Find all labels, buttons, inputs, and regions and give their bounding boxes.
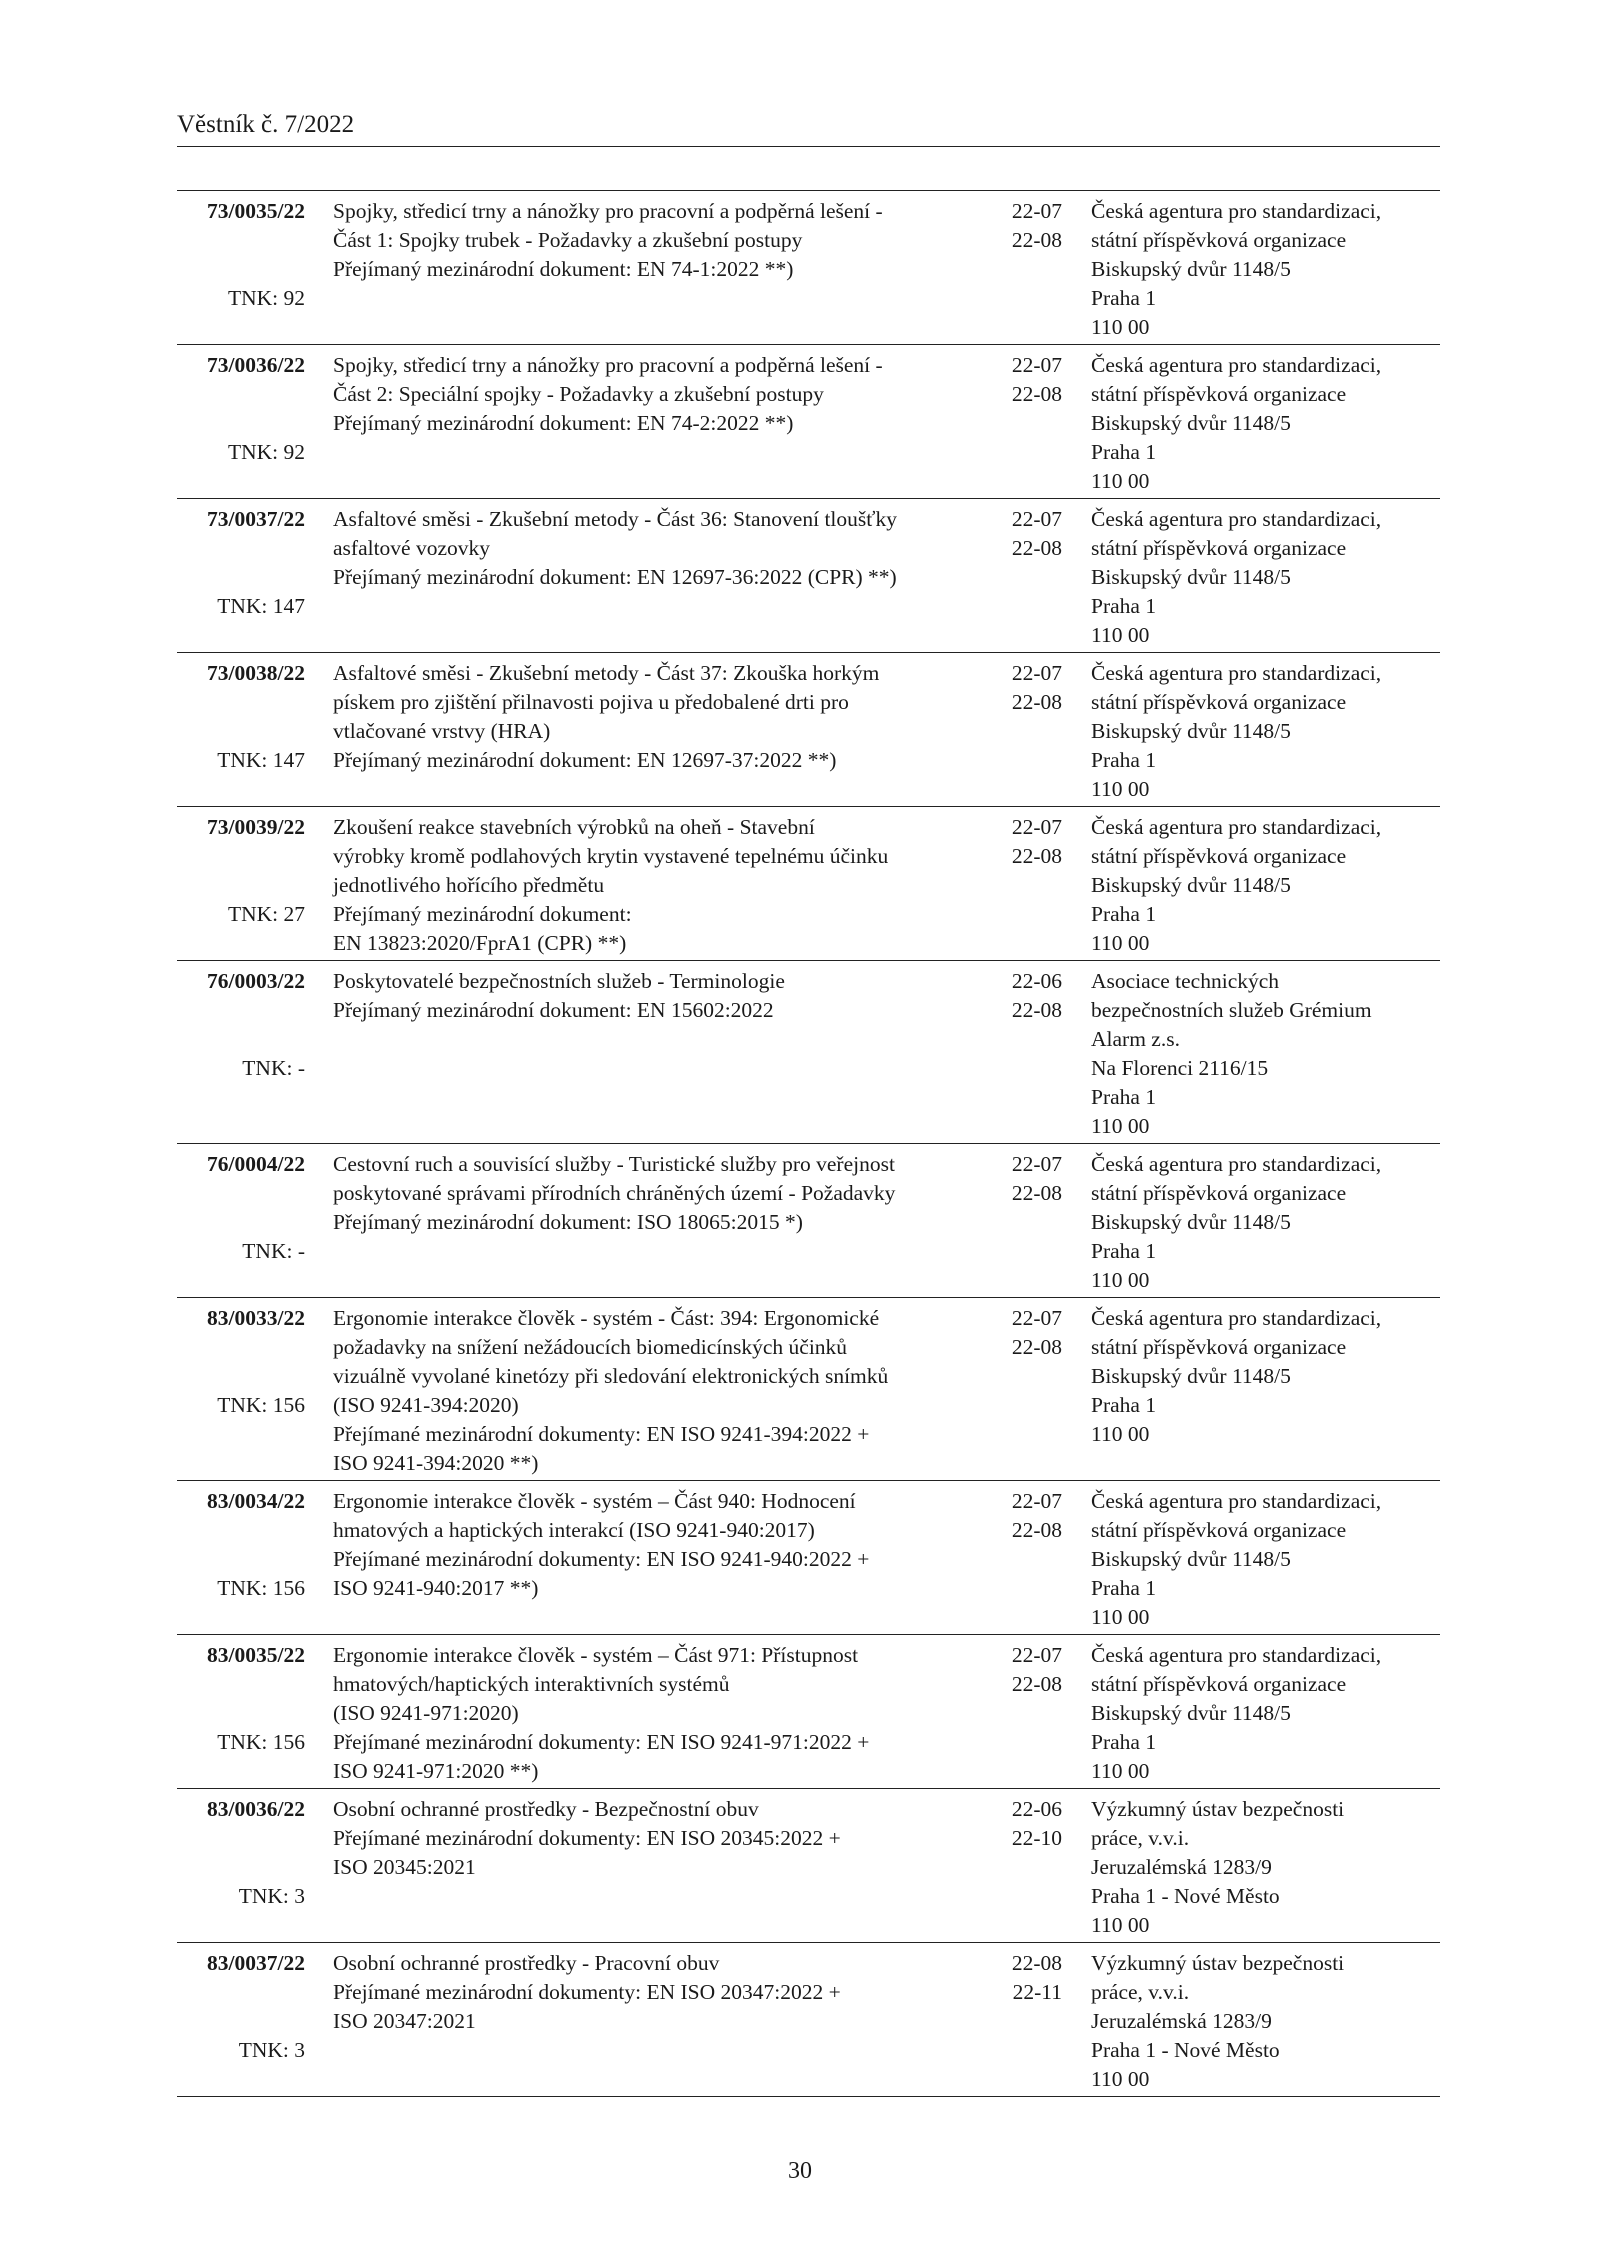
entry-organization-line: 110 00	[1091, 1114, 1150, 1138]
entry-number: 73/0039/22	[207, 815, 305, 839]
entry-title-cell	[333, 1795, 993, 1942]
entry-organization-line: Biskupský dvůr 1148/5	[1091, 1364, 1291, 1388]
entry-organization-line: 110 00	[1091, 1759, 1150, 1783]
entry-organization-cell	[1091, 813, 1440, 960]
entry-organization-line: 110 00	[1091, 777, 1150, 801]
entry-number: 76/0003/22	[207, 969, 305, 993]
entry-title-line: Přejímaný mezinárodní dokument:	[333, 902, 632, 926]
entry-title-line: Část 2: Speciální spojky - Požadavky a zkušební postupy	[333, 382, 824, 406]
entry-title-cell	[333, 505, 993, 652]
entry-title-cell	[333, 1487, 993, 1634]
entry-organization-line: 110 00	[1091, 1605, 1150, 1629]
entry-organization-line: Česká agentura pro standardizaci,	[1091, 199, 1382, 223]
entry-tnk: TNK: 3	[238, 2038, 305, 2062]
entry-organization-line: Biskupský dvůr 1148/5	[1091, 719, 1291, 743]
entry-organization-line: Biskupský dvůr 1148/5	[1091, 1701, 1291, 1725]
table-row	[177, 1298, 1440, 1481]
entry-organization-cell	[1091, 659, 1440, 806]
entry-number: 83/0036/22	[207, 1797, 305, 1821]
standards-table	[177, 190, 1440, 2097]
entry-title-line: Cestovní ruch a souvisící služby - Turistické služby pro veřejnost	[333, 1152, 895, 1176]
entry-tnk: TNK: 92	[227, 286, 305, 310]
entry-date: 22-06	[1011, 969, 1062, 993]
page-number: 30	[788, 2158, 812, 2184]
entry-title-line: vizuálně vyvolané kinetózy při sledování elektronických snímků	[333, 1364, 889, 1388]
entry-organization-cell	[1091, 1304, 1440, 1480]
entry-organization-line: státní příspěvková organizace	[1091, 1335, 1347, 1359]
entry-date: 22-08	[1011, 1672, 1062, 1696]
entry-organization-line: práce, v.v.i.	[1091, 1826, 1190, 1850]
entry-title-line: Asfaltové směsi - Zkušební metody - Část 37: Zkouška horkým	[333, 661, 880, 685]
entry-title-line: Přejímaný mezinárodní dokument: EN 74-2:2022 **)	[333, 411, 794, 435]
entry-number: 73/0036/22	[207, 353, 305, 377]
entry-number: 83/0037/22	[207, 1951, 305, 1975]
table-row	[177, 653, 1440, 807]
entry-organization-cell	[1091, 351, 1440, 498]
entry-organization-line: Česká agentura pro standardizaci,	[1091, 815, 1382, 839]
entry-organization-line: Praha 1 - Nové Město	[1091, 2038, 1280, 2062]
entry-organization-line: práce, v.v.i.	[1091, 1980, 1190, 2004]
entry-date: 22-07	[1011, 1489, 1062, 1513]
entry-date: 22-08	[1011, 536, 1062, 560]
entry-dates-cell	[1000, 813, 1062, 960]
entry-organization-line: 110 00	[1091, 2067, 1150, 2091]
entry-title-line: požadavky na snížení nežádoucích biomedicínských účinků	[333, 1335, 848, 1359]
table-row	[177, 191, 1440, 345]
entry-date: 22-08	[1011, 1181, 1062, 1205]
entry-organization-line: státní příspěvková organizace	[1091, 536, 1347, 560]
entry-title-cell	[333, 813, 993, 960]
entry-id-cell	[177, 1949, 305, 2096]
entry-title-cell	[333, 1150, 993, 1297]
entry-organization-line: Biskupský dvůr 1148/5	[1091, 1547, 1291, 1571]
entry-title-line: ISO 20345:2021	[333, 1855, 476, 1879]
entry-id-cell	[177, 1150, 305, 1297]
entry-dates-cell	[1000, 1641, 1062, 1788]
entry-title-line: ISO 9241-394:2020 **)	[333, 1451, 539, 1475]
entry-tnk: TNK: 27	[227, 902, 305, 926]
entry-dates-cell	[1000, 505, 1062, 652]
page-header	[177, 110, 1440, 147]
entry-number: 73/0035/22	[207, 199, 305, 223]
entry-organization-line: Praha 1	[1091, 902, 1157, 926]
entry-organization-line: 110 00	[1091, 1422, 1150, 1446]
entry-id-cell	[177, 1487, 305, 1634]
entry-organization-line: Asociace technických	[1091, 969, 1280, 993]
entry-title-line: výrobky kromě podlahových krytin vystavené tepelnému účinku	[333, 844, 889, 868]
entry-organization-line: státní příspěvková organizace	[1091, 382, 1347, 406]
entry-date: 22-08	[1011, 690, 1062, 714]
entry-title-line: Přejímané mezinárodní dokumenty: EN ISO 20347:2022 +	[333, 1980, 841, 2004]
entry-title-line: Ergonomie interakce člověk - systém – Část 971: Přístupnost	[333, 1643, 859, 1667]
entry-dates-cell	[1000, 1304, 1062, 1480]
entry-tnk: TNK: 92	[227, 440, 305, 464]
entry-id-cell	[177, 1641, 305, 1788]
entry-organization-line: Praha 1	[1091, 1239, 1157, 1263]
entry-organization-line: Praha 1	[1091, 1576, 1157, 1600]
journal-title: Věstník č. 7/2022	[177, 111, 355, 138]
table-row	[177, 1943, 1440, 2097]
entry-organization-cell	[1091, 505, 1440, 652]
entry-organization-line: Biskupský dvůr 1148/5	[1091, 1210, 1291, 1234]
entry-organization-line: Jeruzalémská 1283/9	[1091, 2009, 1272, 2033]
entry-organization-cell	[1091, 197, 1440, 344]
entry-date: 22-08	[1011, 844, 1062, 868]
entry-title-line: Spojky, středicí trny a nánožky pro pracovní a podpěrná lešení -	[333, 353, 883, 377]
entry-title-line: Přejímaný mezinárodní dokument: EN 15602:2022	[333, 998, 774, 1022]
entry-date: 22-06	[1011, 1797, 1062, 1821]
entry-title-line: asfaltové vozovky	[333, 536, 491, 560]
entry-organization-cell	[1091, 1150, 1440, 1297]
entry-tnk: TNK: 3	[238, 1884, 305, 1908]
entry-title-line: Část 1: Spojky trubek - Požadavky a zkušební postupy	[333, 228, 803, 252]
entry-organization-cell	[1091, 1949, 1440, 2096]
entry-number: 83/0035/22	[207, 1643, 305, 1667]
entry-organization-line: státní příspěvková organizace	[1091, 690, 1347, 714]
entry-title-cell	[333, 351, 993, 498]
entry-dates-cell	[1000, 1949, 1062, 2096]
entry-title-line: jednotlivého hořícího předmětu	[333, 873, 605, 897]
entry-title-line: (ISO 9241-394:2020)	[333, 1393, 519, 1417]
entry-title-line: Zkoušení reakce stavebních výrobků na oheň - Stavební	[333, 815, 815, 839]
entry-title-line: Asfaltové směsi - Zkušební metody - Část 36: Stanovení tloušťky	[333, 507, 897, 531]
table-row	[177, 807, 1440, 961]
entry-dates-cell	[1000, 659, 1062, 806]
entry-organization-line: Biskupský dvůr 1148/5	[1091, 411, 1291, 435]
entry-organization-line: státní příspěvková organizace	[1091, 228, 1347, 252]
entry-title-line: Ergonomie interakce člověk - systém - Část: 394: Ergonomické	[333, 1306, 880, 1330]
entry-tnk: TNK: 156	[217, 1576, 305, 1600]
entry-organization-line: Česká agentura pro standardizaci,	[1091, 661, 1382, 685]
entry-date: 22-11	[1012, 1980, 1062, 2004]
entry-dates-cell	[1000, 197, 1062, 344]
entry-number: 73/0037/22	[207, 507, 305, 531]
entry-organization-line: Praha 1 - Nové Město	[1091, 1884, 1280, 1908]
entry-organization-line: Praha 1	[1091, 1393, 1157, 1417]
entry-organization-line: Biskupský dvůr 1148/5	[1091, 257, 1291, 281]
entry-organization-line: Výzkumný ústav bezpečnosti	[1091, 1951, 1345, 1975]
entry-title-line: Osobní ochranné prostředky - Bezpečnostní obuv	[333, 1797, 759, 1821]
entry-tnk: TNK: 147	[217, 594, 305, 618]
entry-id-cell	[177, 659, 305, 806]
entry-title-line: Přejímané mezinárodní dokumenty: EN ISO 9241-971:2022 +	[333, 1730, 870, 1754]
entry-title-line: Přejímaný mezinárodní dokument: ISO 18065:2015 *)	[333, 1210, 803, 1234]
entry-dates-cell	[1000, 1150, 1062, 1297]
entry-organization-line: Praha 1	[1091, 594, 1157, 618]
entry-title-line: Přejímaný mezinárodní dokument: EN 74-1:2022 **)	[333, 257, 794, 281]
entry-title-line: poskytované správami přírodních chráněných území - Požadavky	[333, 1181, 896, 1205]
entry-title-cell	[333, 1949, 993, 2096]
entry-id-cell	[177, 505, 305, 652]
entry-organization-line: Biskupský dvůr 1148/5	[1091, 873, 1291, 897]
entry-id-cell	[177, 197, 305, 344]
entry-number: 83/0033/22	[207, 1306, 305, 1330]
entry-organization-line: státní příspěvková organizace	[1091, 1518, 1347, 1542]
entry-tnk: TNK: 147	[217, 748, 305, 772]
entry-organization-line: 110 00	[1091, 315, 1150, 339]
entry-organization-line: 110 00	[1091, 469, 1150, 493]
entry-date: 22-07	[1011, 815, 1062, 839]
entry-title-line: Osobní ochranné prostředky - Pracovní obuv	[333, 1951, 720, 1975]
entry-organization-line: Česká agentura pro standardizaci,	[1091, 1489, 1382, 1513]
entry-organization-line: státní příspěvková organizace	[1091, 844, 1347, 868]
entry-title-line: ISO 20347:2021	[333, 2009, 476, 2033]
entry-id-cell	[177, 967, 305, 1143]
entry-title-line: Ergonomie interakce člověk - systém – Část 940: Hodnocení	[333, 1489, 856, 1513]
entry-organization-cell	[1091, 1641, 1440, 1788]
entry-dates-cell	[1000, 967, 1062, 1143]
entry-organization-line: Biskupský dvůr 1148/5	[1091, 565, 1291, 589]
entry-organization-line: 110 00	[1091, 1913, 1150, 1937]
entry-title-line: ISO 9241-971:2020 **)	[333, 1759, 539, 1783]
entry-organization-cell	[1091, 967, 1440, 1143]
entry-tnk: TNK: -	[242, 1056, 305, 1080]
entry-organization-line: státní příspěvková organizace	[1091, 1672, 1347, 1696]
entry-title-line: Přejímané mezinárodní dokumenty: EN ISO 20345:2022 +	[333, 1826, 841, 1850]
table-row	[177, 961, 1440, 1144]
entry-date: 22-07	[1011, 661, 1062, 685]
entry-dates-cell	[1000, 351, 1062, 498]
entry-title-cell	[333, 659, 993, 806]
entry-number: 83/0034/22	[207, 1489, 305, 1513]
entry-tnk: TNK: 156	[217, 1730, 305, 1754]
entry-organization-line: Česká agentura pro standardizaci,	[1091, 1643, 1382, 1667]
entry-tnk: TNK: 156	[217, 1393, 305, 1417]
entry-title-cell	[333, 1641, 993, 1788]
entry-id-cell	[177, 1795, 305, 1942]
entry-organization-line: bezpečnostních služeb Grémium	[1091, 998, 1372, 1022]
entry-organization-line: Praha 1	[1091, 1085, 1157, 1109]
entry-date: 22-08	[1011, 228, 1062, 252]
entry-organization-line: Česká agentura pro standardizaci,	[1091, 353, 1382, 377]
table-row	[177, 1789, 1440, 1943]
entry-organization-line: Praha 1	[1091, 286, 1157, 310]
entry-date: 22-08	[1011, 1335, 1062, 1359]
entry-organization-line: Výzkumný ústav bezpečnosti	[1091, 1797, 1345, 1821]
entry-title-line: pískem pro zjištění přilnavosti pojiva u předobalené drti pro	[333, 690, 849, 714]
entry-date: 22-07	[1011, 199, 1062, 223]
entry-date: 22-08	[1011, 998, 1062, 1022]
entry-title-line: vtlačované vrstvy (HRA)	[333, 719, 551, 743]
entry-organization-cell	[1091, 1795, 1440, 1942]
entry-organization-line: Praha 1	[1091, 1730, 1157, 1754]
entry-organization-line: Česká agentura pro standardizaci,	[1091, 1152, 1382, 1176]
entry-date: 22-08	[1011, 382, 1062, 406]
entry-organization-line: Česká agentura pro standardizaci,	[1091, 1306, 1382, 1330]
entry-organization-line: Jeruzalémská 1283/9	[1091, 1855, 1272, 1879]
table-row	[177, 499, 1440, 653]
entry-title-line: Spojky, středicí trny a nánožky pro pracovní a podpěrná lešení -	[333, 199, 883, 223]
entry-title-line: Přejímaný mezinárodní dokument: EN 12697-37:2022 **)	[333, 748, 837, 772]
entry-organization-line: Praha 1	[1091, 440, 1157, 464]
entry-title-cell	[333, 967, 993, 1143]
entry-date: 22-07	[1011, 507, 1062, 531]
table-row	[177, 1481, 1440, 1635]
entry-dates-cell	[1000, 1487, 1062, 1634]
entry-organization-line: 110 00	[1091, 931, 1150, 955]
entry-title-line: Přejímaný mezinárodní dokument: EN 12697-36:2022 (CPR) **)	[333, 565, 897, 589]
entry-organization-cell	[1091, 1487, 1440, 1634]
entry-organization-line: Na Florenci 2116/15	[1091, 1056, 1269, 1080]
table-row	[177, 1144, 1440, 1298]
entry-id-cell	[177, 813, 305, 960]
entry-organization-line: Praha 1	[1091, 748, 1157, 772]
entry-title-line: hmatových a haptických interakcí (ISO 9241-940:2017)	[333, 1518, 815, 1542]
entry-date: 22-10	[1011, 1826, 1062, 1850]
table-row	[177, 345, 1440, 499]
entry-date: 22-08	[1011, 1518, 1062, 1542]
entry-date: 22-07	[1011, 1306, 1062, 1330]
entry-number: 73/0038/22	[207, 661, 305, 685]
entry-date: 22-08	[1011, 1951, 1062, 1975]
entry-title-line: Poskytovatelé bezpečnostních služeb - Terminologie	[333, 969, 785, 993]
entry-title-line: ISO 9241-940:2017 **)	[333, 1576, 539, 1600]
entry-title-cell	[333, 1304, 993, 1480]
entry-title-cell	[333, 197, 993, 344]
entry-organization-line: Česká agentura pro standardizaci,	[1091, 507, 1382, 531]
entry-organization-line: 110 00	[1091, 623, 1150, 647]
entry-title-line: EN 13823:2020/FprA1 (CPR) **)	[333, 931, 627, 955]
entry-title-line: hmatových/haptických interaktivních systémů	[333, 1672, 730, 1696]
table-row	[177, 1635, 1440, 1789]
entry-id-cell	[177, 351, 305, 498]
entry-date: 22-07	[1011, 353, 1062, 377]
entry-date: 22-07	[1011, 1643, 1062, 1667]
entry-id-cell	[177, 1304, 305, 1480]
entry-tnk: TNK: -	[242, 1239, 305, 1263]
entry-dates-cell	[1000, 1795, 1062, 1942]
entry-number: 76/0004/22	[207, 1152, 305, 1176]
entry-organization-line: Alarm z.s.	[1091, 1027, 1180, 1051]
entry-title-line: Přejímané mezinárodní dokumenty: EN ISO 9241-394:2022 +	[333, 1422, 870, 1446]
entry-title-line: (ISO 9241-971:2020)	[333, 1701, 519, 1725]
entry-title-line: Přejímané mezinárodní dokumenty: EN ISO 9241-940:2022 +	[333, 1547, 870, 1571]
entry-date: 22-07	[1011, 1152, 1062, 1176]
entry-organization-line: 110 00	[1091, 1268, 1150, 1292]
entry-organization-line: státní příspěvková organizace	[1091, 1181, 1347, 1205]
